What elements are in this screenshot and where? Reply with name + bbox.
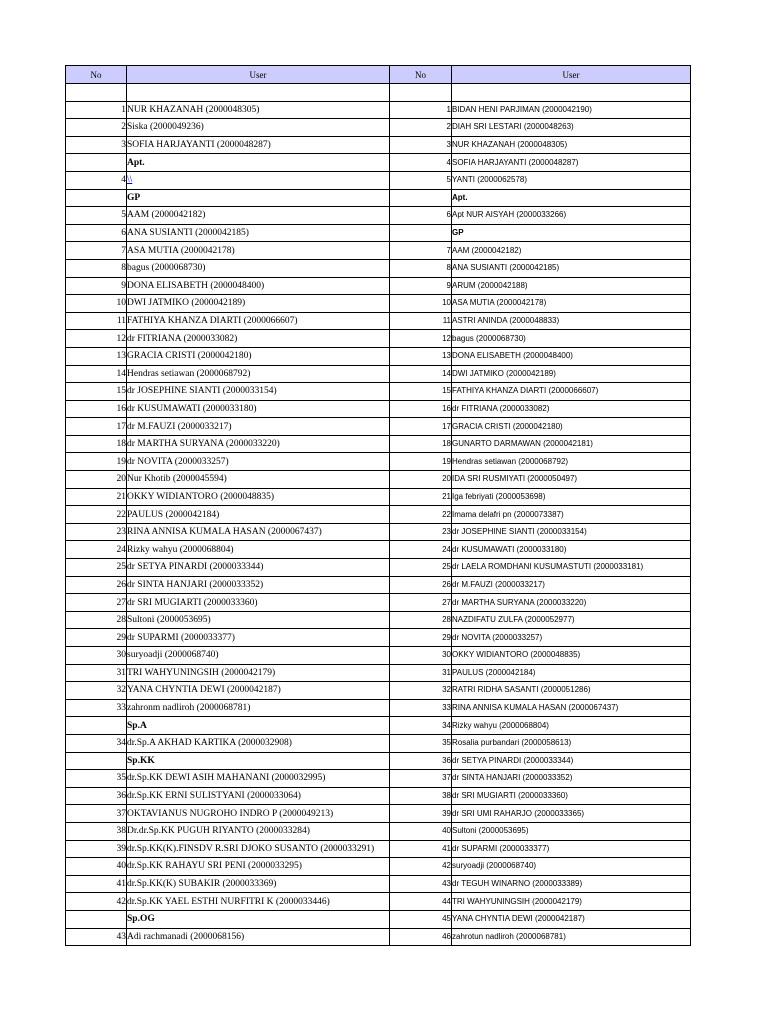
table-row xyxy=(66,330,691,348)
right-row-number: 46 xyxy=(390,928,452,946)
left-row-number: 6 xyxy=(66,224,127,242)
right-user-cell: dr NOVITA (2000033257) xyxy=(452,629,691,647)
left-row-number: 21 xyxy=(66,488,127,506)
right-row-number: 15 xyxy=(390,383,452,401)
left-row-number: 41 xyxy=(66,875,127,893)
table-row xyxy=(66,171,691,189)
left-row-number: 2 xyxy=(66,119,127,137)
right-user-cell: Apt NUR AISYAH (2000033266) xyxy=(452,207,691,225)
right-user-cell: dr SUPARMI (2000033377) xyxy=(452,840,691,858)
table-row xyxy=(66,471,691,489)
left-user-cell: PAULUS (2000042184) xyxy=(127,506,390,524)
right-row-number: 34 xyxy=(390,717,452,735)
left-user-cell: DWI JATMIKO (2000042189) xyxy=(127,295,390,313)
left-user-cell: AAM (2000042182) xyxy=(127,207,390,225)
left-row-number: 7 xyxy=(66,242,127,260)
table-row xyxy=(66,541,691,559)
right-row-number: 30 xyxy=(390,647,452,665)
table-row xyxy=(66,875,691,893)
left-user-cell: SOFIA HARJAYANTI (2000048287) xyxy=(127,136,390,154)
left-user-cell: Sultoni (2000053695) xyxy=(127,611,390,629)
left-category-label: Apt. xyxy=(127,154,390,172)
left-row-number: 39 xyxy=(66,840,127,858)
table-row xyxy=(66,734,691,752)
left-user-cell: dr NOVITA (2000033257) xyxy=(127,453,390,471)
right-user-cell: AAM (2000042182) xyxy=(452,242,691,260)
left-category-label: GP xyxy=(127,189,390,207)
left-row-number: 40 xyxy=(66,858,127,876)
right-user-cell: Imama delafri pn (2000073387) xyxy=(452,506,691,524)
left-user-cell: dr FITRIANA (2000033082) xyxy=(127,330,390,348)
right-row-number: 42 xyxy=(390,858,452,876)
left-user-cell: dr.Sp.KK(K).FINSDV R.SRI DJOKO SUSANTO (2000033291) xyxy=(127,840,390,858)
table-row xyxy=(66,910,691,928)
right-row-number: 14 xyxy=(390,365,452,383)
left-user-cell: dr.Sp.KK DEWI ASIH MAHANANI (2000032995) xyxy=(127,770,390,788)
left-row-number: 16 xyxy=(66,400,127,418)
left-user-cell: TRI WAHYUNINGSIH (2000042179) xyxy=(127,664,390,682)
left-user-cell: Siska (2000049236) xyxy=(127,119,390,137)
right-user-cell: NUR KHAZANAH (2000048305) xyxy=(452,136,691,154)
header-user-right: User xyxy=(452,66,691,84)
table-row xyxy=(66,383,691,401)
right-user-cell: Rosalia purbandari (2000058613) xyxy=(452,734,691,752)
table-row xyxy=(66,189,691,207)
left-row-number: 18 xyxy=(66,435,127,453)
left-row-number: 27 xyxy=(66,594,127,612)
right-row-number: 45 xyxy=(390,910,452,928)
table-row xyxy=(66,858,691,876)
left-user-cell: NUR KHAZANAH (2000048305) xyxy=(127,101,390,119)
left-row-number: 17 xyxy=(66,418,127,436)
right-row-number: 36 xyxy=(390,752,452,770)
left-user-cell: dr JOSEPHINE SIANTI (2000033154) xyxy=(127,383,390,401)
left-user-cell: Hendras setiawan (2000068792) xyxy=(127,365,390,383)
left-category-label: Sp.A xyxy=(127,717,390,735)
left-row-number: 33 xyxy=(66,699,127,717)
left-row-number: 26 xyxy=(66,576,127,594)
left-row-number: 36 xyxy=(66,787,127,805)
left-user-cell: bagus (2000068730) xyxy=(127,259,390,277)
left-user-cell: dr KUSUMAWATI (2000033180) xyxy=(127,400,390,418)
right-user-cell: DIAH SRI LESTARI (2000048263) xyxy=(452,119,691,137)
left-category-label: Sp.OG xyxy=(127,910,390,928)
left-row-number: 43 xyxy=(66,928,127,946)
table-body xyxy=(66,84,691,946)
right-row-number: 7 xyxy=(390,242,452,260)
right-row-number: 12 xyxy=(390,330,452,348)
table-row xyxy=(66,594,691,612)
right-user-cell: DONA ELISABETH (2000048400) xyxy=(452,347,691,365)
right-row-number: 44 xyxy=(390,893,452,911)
left-row-number: 34 xyxy=(66,734,127,752)
table-row xyxy=(66,259,691,277)
table-row xyxy=(66,647,691,665)
user-table xyxy=(65,65,691,946)
table-row xyxy=(66,629,691,647)
table-row xyxy=(66,787,691,805)
left-row-number: 12 xyxy=(66,330,127,348)
left-row-number: 15 xyxy=(66,383,127,401)
table-row xyxy=(66,664,691,682)
table-row xyxy=(66,822,691,840)
left-user-cell: DONA ELISABETH (2000048400) xyxy=(127,277,390,295)
right-row-number: 31 xyxy=(390,664,452,682)
left-user-cell: dr.Sp.KK(K) SUBAKIR (2000033369) xyxy=(127,875,390,893)
right-row-number: 24 xyxy=(390,541,452,559)
table-row xyxy=(66,242,691,260)
left-row-number: 37 xyxy=(66,805,127,823)
right-row-number: 43 xyxy=(390,875,452,893)
left-row-number: 38 xyxy=(66,822,127,840)
right-row-number: 37 xyxy=(390,770,452,788)
left-user-cell: dr M.FAUZI (2000033217) xyxy=(127,418,390,436)
left-user-cell: ASA MUTIA (2000042178) xyxy=(127,242,390,260)
left-user-cell: RINA ANNISA KUMALA HASAN (2000067437) xyxy=(127,523,390,541)
right-user-cell: ARUM (2000042188) xyxy=(452,277,691,295)
right-row-number: 11 xyxy=(390,312,452,330)
table-row xyxy=(66,295,691,313)
left-user-link[interactable]: \\ xyxy=(127,175,133,186)
left-user-cell: dr.Sp.KK ERNI SULISTYANI (2000033064) xyxy=(127,787,390,805)
left-user-cell xyxy=(127,171,390,189)
table-row xyxy=(66,805,691,823)
right-row-number: 18 xyxy=(390,435,452,453)
right-user-cell: dr SINTA HANJARI (2000033352) xyxy=(452,770,691,788)
right-row-number xyxy=(390,84,452,102)
table-row xyxy=(66,717,691,735)
right-user-cell: RATRI RIDHA SASANTI (2000051286) xyxy=(452,682,691,700)
table-row xyxy=(66,400,691,418)
left-row-number: 8 xyxy=(66,259,127,277)
table-row xyxy=(66,84,691,102)
table-row xyxy=(66,101,691,119)
right-row-number: 23 xyxy=(390,523,452,541)
left-row-number xyxy=(66,752,127,770)
right-category-label: GP xyxy=(452,224,691,242)
right-user-cell: Hendras setiawan (2000068792) xyxy=(452,453,691,471)
right-user-cell: dr SRI UMI RAHARJO (2000033365) xyxy=(452,805,691,823)
table-row xyxy=(66,136,691,154)
left-row-number: 4 xyxy=(66,171,127,189)
table-row xyxy=(66,682,691,700)
left-user-cell xyxy=(127,84,390,102)
left-category-label: Sp.KK xyxy=(127,752,390,770)
right-user-cell: dr TEGUH WINARNO (2000033389) xyxy=(452,875,691,893)
left-row-number xyxy=(66,717,127,735)
right-user-cell: Iga febriyati (2000053698) xyxy=(452,488,691,506)
table-row xyxy=(66,611,691,629)
left-user-cell: Dr.dr.Sp.KK PUGUH RIYANTO (2000033284) xyxy=(127,822,390,840)
right-user-cell: Rizky wahyu (2000068804) xyxy=(452,717,691,735)
right-user-cell: ASA MUTIA (2000042178) xyxy=(452,295,691,313)
table-row xyxy=(66,928,691,946)
left-row-number: 32 xyxy=(66,682,127,700)
right-user-cell: BIDAN HENI PARJIMAN (2000042190) xyxy=(452,101,691,119)
left-row-number: 1 xyxy=(66,101,127,119)
right-user-cell: dr FITRIANA (2000033082) xyxy=(452,400,691,418)
left-row-number xyxy=(66,189,127,207)
left-row-number: 11 xyxy=(66,312,127,330)
right-user-cell: RINA ANNISA KUMALA HASAN (2000067437) xyxy=(452,699,691,717)
left-row-number: 22 xyxy=(66,506,127,524)
right-user-cell: suryoadji (2000068740) xyxy=(452,858,691,876)
right-user-cell: dr LAELA ROMDHANI KUSUMASTUTI (2000033181) xyxy=(452,559,691,577)
left-row-number: 25 xyxy=(66,559,127,577)
right-user-cell: bagus (2000068730) xyxy=(452,330,691,348)
left-row-number: 3 xyxy=(66,136,127,154)
right-user-cell: GUNARTO DARMAWAN (2000042181) xyxy=(452,435,691,453)
left-row-number: 28 xyxy=(66,611,127,629)
table-row xyxy=(66,277,691,295)
left-user-cell: dr SINTA HANJARI (2000033352) xyxy=(127,576,390,594)
right-row-number xyxy=(390,189,452,207)
header-user-left: User xyxy=(127,66,390,84)
table-row xyxy=(66,576,691,594)
left-user-cell: zahronm nadliroh (2000068781) xyxy=(127,699,390,717)
right-row-number: 33 xyxy=(390,699,452,717)
left-user-cell: dr.Sp.A AKHAD KARTIKA (2000032908) xyxy=(127,734,390,752)
right-row-number: 16 xyxy=(390,400,452,418)
right-row-number: 26 xyxy=(390,576,452,594)
header-no-left: No xyxy=(66,66,127,84)
left-row-number: 29 xyxy=(66,629,127,647)
right-row-number: 27 xyxy=(390,594,452,612)
left-row-number: 31 xyxy=(66,664,127,682)
table-row xyxy=(66,365,691,383)
right-row-number: 4 xyxy=(390,154,452,172)
table-row xyxy=(66,752,691,770)
left-user-cell: OKTAVIANUS NUGROHO INDRO P (2000049213) xyxy=(127,805,390,823)
right-row-number: 10 xyxy=(390,295,452,313)
left-user-cell: Nur Khotib (2000045594) xyxy=(127,471,390,489)
header-no-right: No xyxy=(390,66,452,84)
right-row-number: 25 xyxy=(390,559,452,577)
right-row-number: 13 xyxy=(390,347,452,365)
left-user-cell: dr SETYA PINARDI (2000033344) xyxy=(127,559,390,577)
left-user-cell: Rizky wahyu (2000068804) xyxy=(127,541,390,559)
right-user-cell: TRI WAHYUNINGSIH (2000042179) xyxy=(452,893,691,911)
right-row-number: 2 xyxy=(390,119,452,137)
left-row-number xyxy=(66,910,127,928)
table-row xyxy=(66,453,691,471)
right-user-cell: OKKY WIDIANTORO (2000048835) xyxy=(452,647,691,665)
table-row xyxy=(66,770,691,788)
right-row-number: 38 xyxy=(390,787,452,805)
table-row xyxy=(66,154,691,172)
left-row-number: 19 xyxy=(66,453,127,471)
right-row-number: 19 xyxy=(390,453,452,471)
left-user-cell: dr SRI MUGIARTI (2000033360) xyxy=(127,594,390,612)
table-row xyxy=(66,893,691,911)
table-row xyxy=(66,224,691,242)
right-row-number: 35 xyxy=(390,734,452,752)
table-row xyxy=(66,347,691,365)
left-row-number: 42 xyxy=(66,893,127,911)
table-row xyxy=(66,506,691,524)
left-user-cell: dr SUPARMI (2000033377) xyxy=(127,629,390,647)
right-row-number: 9 xyxy=(390,277,452,295)
right-row-number: 22 xyxy=(390,506,452,524)
right-row-number: 39 xyxy=(390,805,452,823)
table-row xyxy=(66,699,691,717)
left-row-number xyxy=(66,154,127,172)
right-user-cell: FATHIYA KHANZA DIARTI (2000066607) xyxy=(452,383,691,401)
right-user-cell: SOFIA HARJAYANTI (2000048287) xyxy=(452,154,691,172)
right-row-number: 5 xyxy=(390,171,452,189)
table-row xyxy=(66,488,691,506)
right-row-number: 29 xyxy=(390,629,452,647)
right-user-cell: dr SRI MUGIARTI (2000033360) xyxy=(452,787,691,805)
right-user-cell: ANA SUSIANTI (2000042185) xyxy=(452,259,691,277)
right-user-cell: dr JOSEPHINE SIANTI (2000033154) xyxy=(452,523,691,541)
right-row-number: 6 xyxy=(390,207,452,225)
right-user-cell: ASTRI ANINDA (2000048833) xyxy=(452,312,691,330)
table-row xyxy=(66,559,691,577)
left-row-number: 24 xyxy=(66,541,127,559)
table-row xyxy=(66,119,691,137)
left-user-cell: Adi rachmanadi (2000068156) xyxy=(127,928,390,946)
left-user-cell: GRACIA CRISTI (2000042180) xyxy=(127,347,390,365)
left-row-number: 14 xyxy=(66,365,127,383)
right-user-cell: dr KUSUMAWATI (2000033180) xyxy=(452,541,691,559)
right-user-cell: NAZDIFATU ZULFA (2000052977) xyxy=(452,611,691,629)
left-row-number: 23 xyxy=(66,523,127,541)
right-row-number: 28 xyxy=(390,611,452,629)
left-row-number xyxy=(66,84,127,102)
table-row xyxy=(66,435,691,453)
left-user-cell: dr MARTHA SURYANA (2000033220) xyxy=(127,435,390,453)
left-user-cell: dr.Sp.KK YAEL ESTHI NURFITRI K (2000033446) xyxy=(127,893,390,911)
right-user-cell xyxy=(452,84,691,102)
header-row xyxy=(66,66,691,84)
table-row xyxy=(66,840,691,858)
right-user-cell: dr MARTHA SURYANA (2000033220) xyxy=(452,594,691,612)
left-row-number: 35 xyxy=(66,770,127,788)
right-user-cell: DWI JATMIKO (2000042189) xyxy=(452,365,691,383)
table-row xyxy=(66,523,691,541)
table-row xyxy=(66,418,691,436)
right-user-cell: PAULUS (2000042184) xyxy=(452,664,691,682)
right-row-number: 40 xyxy=(390,822,452,840)
right-row-number: 3 xyxy=(390,136,452,154)
left-user-cell: suryoadji (2000068740) xyxy=(127,647,390,665)
table-row xyxy=(66,207,691,225)
right-user-cell: dr SETYA PINARDI (2000033344) xyxy=(452,752,691,770)
right-user-cell: YANTI (2000062578) xyxy=(452,171,691,189)
left-row-number: 5 xyxy=(66,207,127,225)
right-row-number: 1 xyxy=(390,101,452,119)
right-user-cell: YANA CHYNTIA DEWI (2000042187) xyxy=(452,910,691,928)
left-row-number: 30 xyxy=(66,647,127,665)
right-row-number: 21 xyxy=(390,488,452,506)
right-user-cell: IDA SRI RUSMIYATI (2000050497) xyxy=(452,471,691,489)
left-user-cell: YANA CHYNTIA DEWI (2000042187) xyxy=(127,682,390,700)
left-user-cell: ANA SUSIANTI (2000042185) xyxy=(127,224,390,242)
left-user-cell: FATHIYA KHANZA DIARTI (2000066607) xyxy=(127,312,390,330)
right-category-label: Apt. xyxy=(452,189,691,207)
left-row-number: 9 xyxy=(66,277,127,295)
right-user-cell: Sultoni (2000053695) xyxy=(452,822,691,840)
right-row-number: 17 xyxy=(390,418,452,436)
right-row-number: 8 xyxy=(390,259,452,277)
right-row-number: 20 xyxy=(390,471,452,489)
right-user-cell: zahrotun nadliroh (2000068781) xyxy=(452,928,691,946)
right-row-number: 41 xyxy=(390,840,452,858)
left-user-cell: OKKY WIDIANTORO (2000048835) xyxy=(127,488,390,506)
right-user-cell: dr M.FAUZI (2000033217) xyxy=(452,576,691,594)
left-row-number: 13 xyxy=(66,347,127,365)
left-user-cell: dr.Sp.KK RAHAYU SRI PENI (2000033295) xyxy=(127,858,390,876)
right-row-number xyxy=(390,224,452,242)
right-row-number: 32 xyxy=(390,682,452,700)
table-row xyxy=(66,312,691,330)
right-user-cell: GRACIA CRISTI (2000042180) xyxy=(452,418,691,436)
left-row-number: 10 xyxy=(66,295,127,313)
left-row-number: 20 xyxy=(66,471,127,489)
